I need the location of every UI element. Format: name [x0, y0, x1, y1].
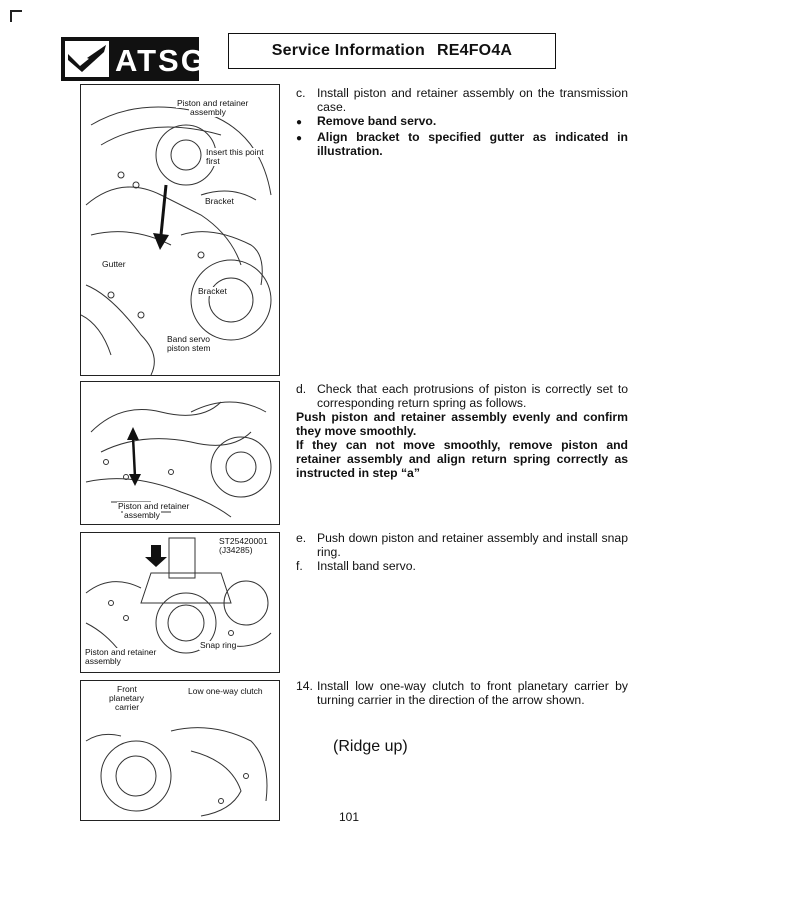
callout-label: Gutter: [102, 259, 126, 269]
step-d: [296, 382, 628, 480]
step-marker: e.: [296, 531, 307, 545]
figure-snap-ring: [80, 532, 280, 673]
step-marker: d.: [296, 382, 307, 396]
callout-label: Front: [117, 684, 137, 694]
callout-label: Low one-way clutch: [188, 686, 263, 696]
figure-1-illustration: [81, 85, 279, 375]
step-text: Install piston and retainer assembly on the transmission case.: [317, 86, 628, 114]
step-text: Check that each protrusions of piston is correctly set to corresponding return spring as follows.: [317, 382, 628, 410]
step-text: Install low one-way clutch to front planetary carrier by turning carrier in the direction of the arrow shown.: [317, 679, 628, 707]
corner-crop-mark: [10, 10, 22, 22]
callout-label: Band servo: [167, 334, 210, 344]
callout-label: assembly: [124, 510, 160, 520]
callout-label: piston stem: [167, 343, 211, 353]
callout-label: (J34285): [219, 545, 253, 555]
atsg-logo: [60, 36, 200, 82]
callout-label: Piston and retainer: [85, 647, 157, 657]
step-marker: f.: [296, 559, 303, 573]
step-d-warning: If they can not move smoothly, remove piston and retainer assembly and align return spring correctly as instructed in step “a”: [296, 438, 628, 480]
step-d-instruction: Push piston and retainer assembly evenly and confirm they move smoothly.: [296, 410, 628, 438]
step-bullet: Remove band servo.: [317, 114, 437, 128]
bullet-icon: [296, 130, 317, 158]
callout-label: ST25420001: [219, 536, 268, 546]
callout-label: assembly: [85, 656, 121, 666]
step-text: Install band servo.: [317, 559, 416, 573]
figure-piston-install: [80, 84, 280, 376]
logo-text: ATSG: [115, 43, 200, 78]
callout-label: carrier: [115, 702, 140, 712]
callout-label: planetary: [109, 693, 144, 703]
step-bullet: Align bracket to specified gutter as indicated in illustration.: [317, 130, 628, 158]
callout-label: Piston and retainer: [118, 501, 190, 511]
step-14: [296, 679, 628, 707]
header-model: RE4FO4A: [436, 42, 513, 59]
callout-label: Insert this point: [206, 147, 264, 157]
service-info-header: [228, 33, 556, 69]
callout-label: Bracket: [205, 196, 234, 206]
bullet-icon: [296, 114, 317, 130]
figure-check-piston: [80, 381, 280, 525]
ridge-up-note: (Ridge up): [333, 738, 408, 755]
figure-one-way-clutch: [80, 680, 280, 821]
callout-label: Snap ring: [200, 640, 237, 650]
callout-label: assembly: [190, 107, 226, 117]
step-marker: 14.: [296, 679, 313, 693]
step-e: [296, 531, 628, 573]
callout-label: Piston and retainer: [177, 98, 249, 108]
callout-label: Bracket: [198, 286, 227, 296]
step-marker: c.: [296, 86, 306, 100]
header-label: Service Information: [271, 42, 425, 59]
step-text: Push down piston and retainer assembly and install snap ring.: [317, 531, 628, 559]
callout-label: first: [206, 156, 220, 166]
page-number: 101: [339, 810, 360, 824]
step-c: [296, 86, 628, 158]
